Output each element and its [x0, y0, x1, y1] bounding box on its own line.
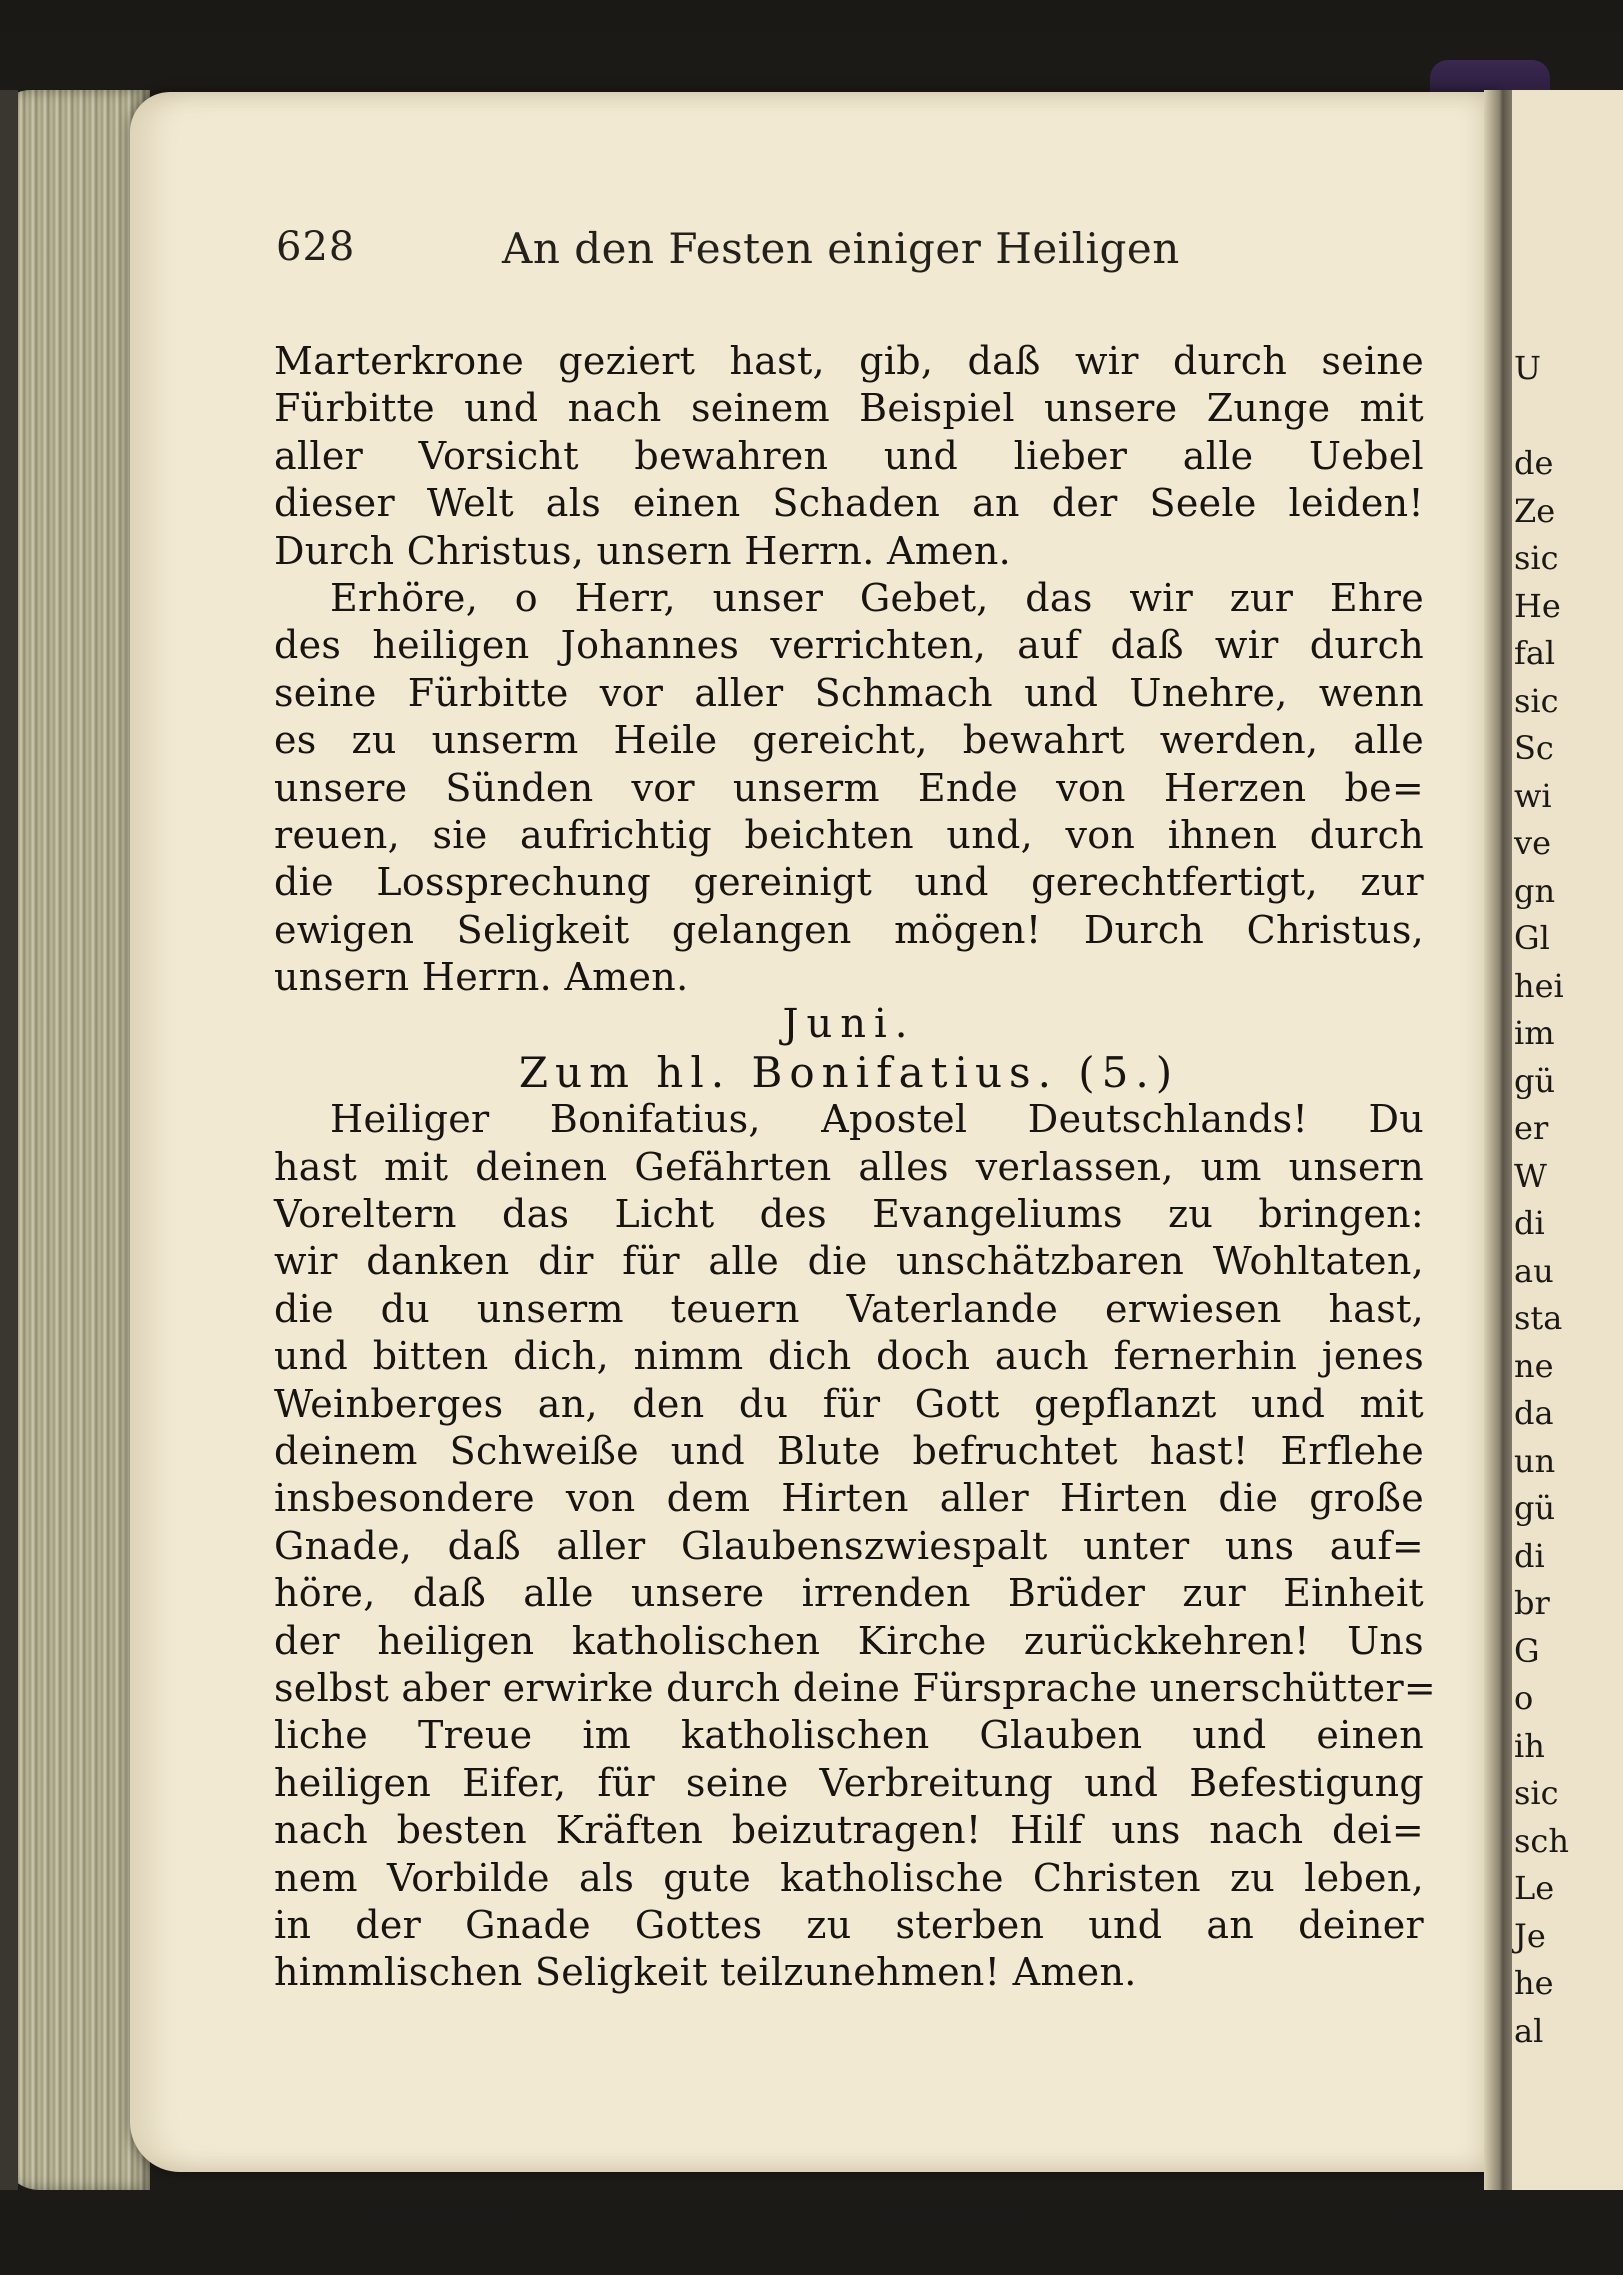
- facing-page-fragment: da: [1514, 1394, 1554, 1432]
- facing-page-fragment: ne: [1514, 1346, 1554, 1385]
- text-line: insbesondere von dem Hirten aller Hirten die große: [274, 1476, 1424, 1521]
- facing-page-fragment: de: [1514, 444, 1554, 482]
- running-head: [276, 224, 1276, 284]
- text-line: seine Fürbitte vor aller Schmach und Unehre, wenn: [274, 670, 1424, 715]
- text-line: in der Gnade Gottes zu sterben und an deiner: [274, 1902, 1424, 1947]
- text-line: Durch Christus, unsern Herrn. Amen.: [274, 528, 1011, 573]
- text-line: wir danken dir für alle die unschätzbaren Wohltaten,: [274, 1239, 1424, 1284]
- text-line: nach besten Kräften beizutragen! Hilf uns nach dei=: [274, 1808, 1424, 1853]
- text-line: unsere Sünden vor unserm Ende von Herzen be=: [274, 765, 1424, 810]
- text-line: liche Treue im katholischen Glauben und einen: [274, 1713, 1424, 1758]
- text-line: Gnade, daß aller Glaubenszwiespalt unter uns auf=: [274, 1523, 1424, 1568]
- text-line: reuen, sie aufrichtig beichten und, von ihnen durch: [274, 812, 1424, 857]
- facing-page-fragment: G: [1514, 1631, 1540, 1670]
- facing-page-fragment: gü: [1514, 1489, 1556, 1527]
- facing-page-fragment: gn: [1514, 871, 1556, 910]
- facing-page-fragment: Je: [1514, 1916, 1546, 1955]
- text-line: heiligen Eifer, für seine Verbreitung und Befestigung: [274, 1760, 1424, 1805]
- paragraph-martyr: [274, 338, 1424, 575]
- text-line: selbst aber erwirke durch deine Fürsprache unerschütter=: [274, 1665, 1437, 1710]
- text-line: deinem Schweiße und Blute befruchtet hast! Erflehe: [274, 1428, 1424, 1473]
- month-heading: Juni.: [782, 1001, 916, 1048]
- paragraph-john: [274, 575, 1424, 1002]
- facing-page-fragment: W: [1514, 1156, 1547, 1195]
- facing-page-fragment: sic: [1514, 539, 1559, 577]
- text-line: höre, daß alle unsere irrenden Brüder zur Einheit: [274, 1571, 1424, 1616]
- text-line: es zu unserm Heile gereicht, bewahrt werden, alle: [274, 718, 1424, 763]
- facing-page-fragment: ve: [1514, 824, 1552, 862]
- facing-page-fragment: Le: [1514, 1869, 1555, 1907]
- facing-page-fragment: he: [1514, 1964, 1554, 2002]
- text-line: unsern Herrn. Amen.: [274, 955, 689, 1000]
- page-number: 628: [276, 224, 356, 270]
- text-line: Erhöre, o Herr, unser Gebet, das wir zur Ehre: [330, 575, 1424, 620]
- section-title: Zum hl. Bonifatius. (5.): [518, 1047, 1180, 1097]
- facing-page-fragment: au: [1514, 1251, 1554, 1290]
- text-line: des heiligen Johannes verrichten, auf daß wir durch: [274, 623, 1424, 668]
- text-line: Heiliger Bonifatius, Apostel Deutschlands! Du: [330, 1097, 1424, 1142]
- facing-page-fragment: Sc: [1514, 729, 1554, 767]
- facing-page-fragment: Ze: [1514, 491, 1556, 530]
- page-body: [274, 338, 1437, 1997]
- text-line: Weinberges an, den du für Gott gepflanzt und mit: [274, 1381, 1424, 1426]
- facing-page-fragment: un: [1514, 1441, 1556, 1480]
- facing-page-fragment: ih: [1514, 1726, 1545, 1765]
- facing-page-fragment: br: [1514, 1584, 1550, 1622]
- facing-page-fragment: sta: [1514, 1299, 1563, 1337]
- facing-page-fragment: sic: [1514, 681, 1559, 720]
- text-line: dieser Welt als einen Schaden an der Seele leiden!: [274, 481, 1424, 526]
- facing-page-fragment: di: [1514, 1204, 1545, 1242]
- text-line: aller Vorsicht bewahren und lieber alle Uebel: [274, 433, 1424, 478]
- facing-page-fragment: im: [1514, 1014, 1555, 1052]
- text-line: Marterkrone geziert hast, gib, daß wir durch seine: [274, 339, 1424, 383]
- facing-page-fragment: U: [1514, 349, 1541, 387]
- facing-page-fragment: He: [1514, 586, 1561, 625]
- text-line: ewigen Seligkeit gelangen mögen! Durch Christus,: [274, 907, 1424, 952]
- text-line: Fürbitte und nach seinem Beispiel unsere Zunge mit: [274, 386, 1424, 431]
- text-line: hast mit deinen Gefährten alles verlassen, um unsern: [274, 1144, 1424, 1189]
- text-line: die du unserm teuern Vaterlande erwiesen hast,: [274, 1286, 1424, 1331]
- facing-page-text: [1514, 345, 1569, 2055]
- facing-page-fragment: wi: [1514, 776, 1552, 815]
- prayer-bonifatius: [274, 1096, 1437, 1996]
- facing-page-fragment: hei: [1514, 966, 1564, 1005]
- facing-page-fragment: sch: [1514, 1821, 1569, 1860]
- text-line: der heiligen katholischen Kirche zurückkehren! Uns: [274, 1618, 1424, 1663]
- text-line: nem Vorbilde als gute katholische Christen zu leben,: [274, 1855, 1424, 1900]
- facing-page-fragment: [1514, 393, 1569, 441]
- facing-page: [1512, 90, 1623, 2190]
- facing-page-fragment: al: [1514, 2011, 1544, 2050]
- text-line: und bitten dich, nimm dich doch auch fernerhin jenes: [274, 1334, 1424, 1379]
- book-cover-edge: [0, 90, 18, 2190]
- facing-page-fragment: gü: [1514, 1061, 1556, 1100]
- text-line: himmlischen Seligkeit teilzunehmen! Amen.: [274, 1950, 1137, 1995]
- facing-page-fragment: Gl: [1514, 919, 1550, 957]
- facing-page-fragment: di: [1514, 1536, 1545, 1575]
- facing-page-fragment: fal: [1514, 634, 1556, 672]
- facing-page-fragment: o: [1514, 1679, 1534, 1717]
- book-page-edges: [0, 90, 150, 2190]
- running-title: An den Festen einiger Heiligen: [502, 224, 1180, 273]
- facing-page-fragment: er: [1514, 1109, 1549, 1147]
- text-line: die Lossprechung gereinigt und gerechtfertigt, zur: [274, 860, 1424, 905]
- text-line: Voreltern das Licht des Evangeliums zu bringen:: [274, 1192, 1424, 1237]
- facing-page-fragment: sic: [1514, 1774, 1559, 1812]
